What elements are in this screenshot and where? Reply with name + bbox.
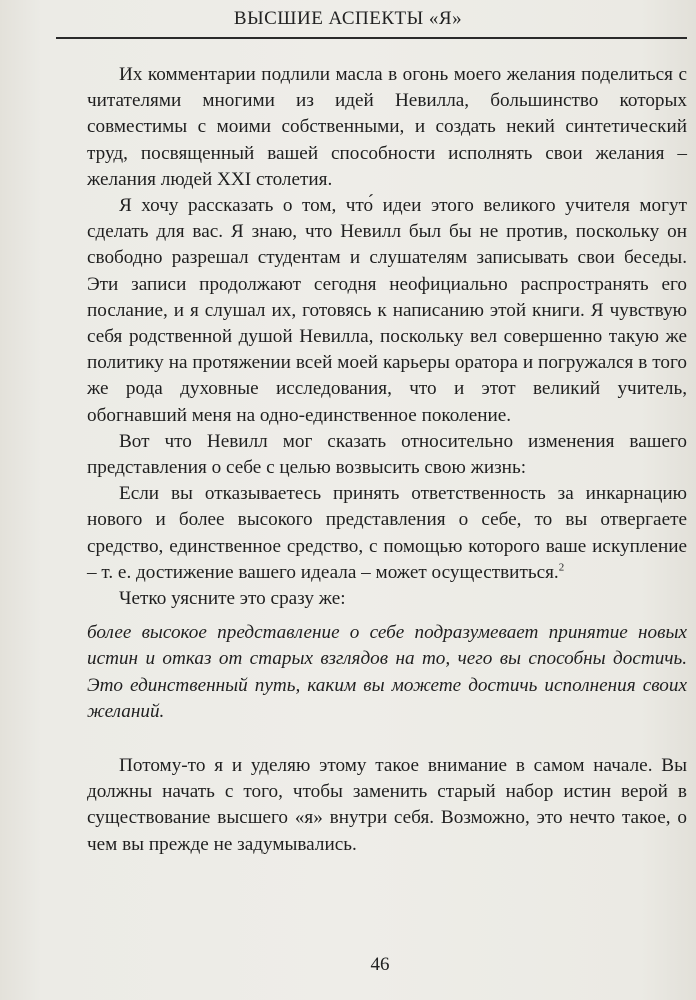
running-head: ВЫСШИЕ АСПЕКТЫ «Я» bbox=[233, 8, 463, 29]
footnote-marker: 2 bbox=[558, 561, 565, 574]
header-rule bbox=[56, 37, 687, 39]
paragraph-4: Четко уясните это сразу же: bbox=[119, 588, 346, 610]
italic-emphasis: более высокое представление о себе подразумевает принятие новых истин и отказ от старых взглядов на то, чего вы способны достичь. Это единственный путь, каким вы можете достичь исполнения своих желаний. bbox=[87, 622, 687, 722]
quote-paragraph: Если вы отказываетесь принять ответственность за инкарнацию нового и более высокого представления о себе, то вы отвергаете средство, единственное средство, с помощью которого ваше искупление – т. е. достижение вашего идеала – может осуществиться.$^2$ bbox=[87, 483, 687, 583]
paragraph-5: Потому-то я и уделяю этому такое внимание в самом начале. Вы должны начать с того, чтобы заменить старый набор истин верой в существование высшего «я» внутри себя. Возможно, это нечто такое, о чем вы прежде не задумывались. bbox=[87, 755, 687, 855]
paragraph-1: Их комментарии подлили масла в огонь моего желания поделиться с читателями многими из идей Невилла, большинство которых совместимы с моими собственными, и создать некий синтетический труд, посвященный вашей способности исполнять свои желания – желания людей XXI столетия. bbox=[87, 64, 687, 190]
paragraph-2: Я хочу рассказать о том, что́ идеи этого великого учителя могут сделать для вас. Я знаю, что Невилл был бы не против, поскольку он свободно разрешал студентам и слушателям записывать свои беседы. Эти записи продолжают сегодня неофициально распространять его послание, и я слушал их, готовясь к написанию этой книги. Я чувствую себя родственной душой Невилла, поскольку вел совершенно такую же политику на протяжении всей моей карьеры оратора и погружался в того же рода духовные исследования, что и этот великий учитель, обогнавший меня на одно-единственное поколение. bbox=[87, 195, 687, 426]
paragraph-3: Вот что Невилл мог сказать относительно изменения вашего представления о себе с целью возвысить свою жизнь: bbox=[87, 430, 687, 479]
body-text bbox=[87, 62, 687, 858]
quote-text: Если вы отказываетесь принять ответственность за инкарнацию нового и более высокого представления о себе, то вы отвергаете средство, единственное средство, с помощью которого ваше искупление – т. е. достижение вашего идеала – может осуществиться bbox=[87, 483, 687, 583]
page-number: 46 bbox=[370, 954, 390, 975]
